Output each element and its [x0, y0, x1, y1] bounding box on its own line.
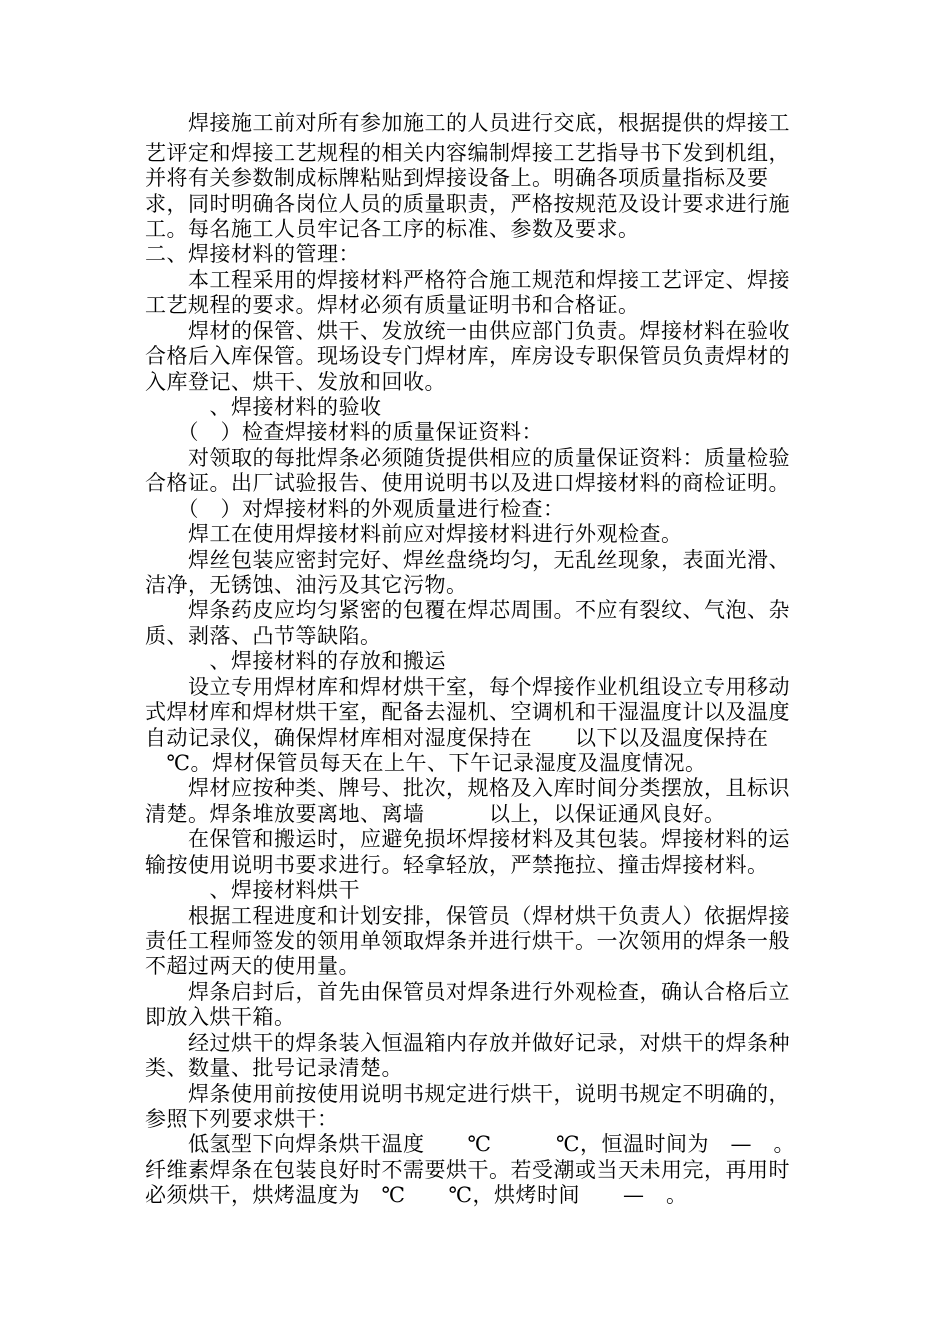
text-line: 对领取的每批焊条必须随货提供相应的质量保证资料：质量检验 — [145, 446, 790, 470]
text-line: 责任工程师签发的领用单领取焊条并进行烘干。一次领用的焊条一般 — [145, 929, 790, 953]
subsection-heading: 、焊接材料的验收 — [145, 395, 382, 419]
text-line: 并将有关参数制成标牌粘贴到焊接设备上。明确各项质量指标及要 — [145, 166, 769, 190]
text-line: 低氢型下向焊条烘干温度 ℃ ℃，恒温时间为 — 。 — [145, 1132, 795, 1156]
text-line: 洁净，无锈蚀、油污及其它污物。 — [145, 573, 468, 597]
text-line: 清楚。焊条堆放要离地、离墙 以上，以保证通风良好。 — [145, 802, 726, 826]
text-line: 焊材的保管、烘干、发放统一由供应部门负责。焊接材料在验收 — [145, 319, 790, 343]
text-line: 参照下列要求烘干： — [145, 1107, 339, 1131]
text-line: 焊条启封后，首先由保管员对焊条进行外观检查，确认合格后立 — [145, 980, 790, 1004]
text-line: 焊条使用前按使用说明书规定进行烘干，说明书规定不明确的， — [145, 1082, 790, 1106]
section-heading: 二、焊接材料的管理： — [145, 242, 360, 266]
text-line: 自动记录仪，确保焊材库相对湿度保持在 以下以及温度保持在 — [145, 726, 769, 750]
text-line: （ ）对焊接材料的外观质量进行检查： — [145, 497, 565, 521]
text-line: 纤维素焊条在包装良好时不需要烘干。若受潮或当天未用完，再用时 — [145, 1158, 790, 1182]
text-line: 根据工程进度和计划安排，保管员（焊材烘干负责人）依据焊接 — [145, 904, 790, 928]
text-line: 合格证。出厂试验报告、使用说明书以及进口焊接材料的商检证明。 — [145, 471, 790, 495]
text-line: 焊条药皮应均匀紧密的包覆在焊芯周围。不应有裂纹、气泡、杂 — [145, 598, 790, 622]
text-line: ℃。焊材保管员每天在上午、下午记录湿度及温度情况。 — [145, 751, 707, 775]
text-line: 经过烘干的焊条装入恒温箱内存放并做好记录，对烘干的焊条种 — [145, 1031, 790, 1055]
text-line: （ ）检查焊接材料的质量保证资料： — [145, 420, 543, 444]
text-line: 入库登记、烘干、发放和回收。 — [145, 370, 446, 394]
text-line: 输按使用说明书要求进行。轻拿轻放，严禁拖拉、撞击焊接材料。 — [145, 853, 769, 877]
text-line: 本工程采用的焊接材料严格符合施工规范和焊接工艺评定、焊接 — [145, 268, 790, 292]
text-line: 必须烘干，烘烤温度为 ℃ ℃，烘烤时间 — 。 — [145, 1183, 688, 1207]
text-line: 在保管和搬运时，应避免损坏焊接材料及其包装。焊接材料的运 — [145, 827, 790, 851]
text-line: 设立专用焊材库和焊材烘干室，每个焊接作业机组设立专用移动 — [145, 675, 790, 699]
text-line: 合格后入库保管。现场设专门焊材库，库房设专职保管员负责焊材的 — [145, 344, 790, 368]
text-line: 工。每名施工人员牢记各工序的标准、参数及要求。 — [145, 217, 640, 241]
text-line: 焊接施工前对所有参加施工的人员进行交底，根据提供的焊接工 — [145, 111, 790, 135]
text-line: 式焊材库和焊材烘干室，配备去湿机、空调机和干湿温度计以及温度 — [145, 700, 790, 724]
text-line: 类、数量、批号记录清楚。 — [145, 1056, 403, 1080]
text-line: 不超过两天的使用量。 — [145, 954, 360, 978]
subsection-heading: 、焊接材料的存放和搬运 — [145, 649, 446, 673]
text-line: 焊丝包装应密封完好、焊丝盘绕均匀，无乱丝现象，表面光滑、 — [145, 548, 790, 572]
text-line: 即放入烘干箱。 — [145, 1005, 296, 1029]
text-line: 焊材应按种类、牌号、批次，规格及入库时间分类摆放，且标识 — [145, 776, 790, 800]
text-line: 艺评定和焊接工艺规程的相关内容编制焊接工艺指导书下发到机组， — [145, 141, 790, 165]
subsection-heading: 、焊接材料烘干 — [145, 878, 360, 902]
text-line: 求，同时明确各岗位人员的质量职责，严格按规范及设计要求进行施 — [145, 192, 790, 216]
text-line: 工艺规程的要求。焊材必须有质量证明书和合格证。 — [145, 293, 640, 317]
text-line: 质、剥落、凸节等缺陷。 — [145, 624, 382, 648]
text-line: 焊工在使用焊接材料前应对焊接材料进行外观检查。 — [145, 522, 683, 546]
